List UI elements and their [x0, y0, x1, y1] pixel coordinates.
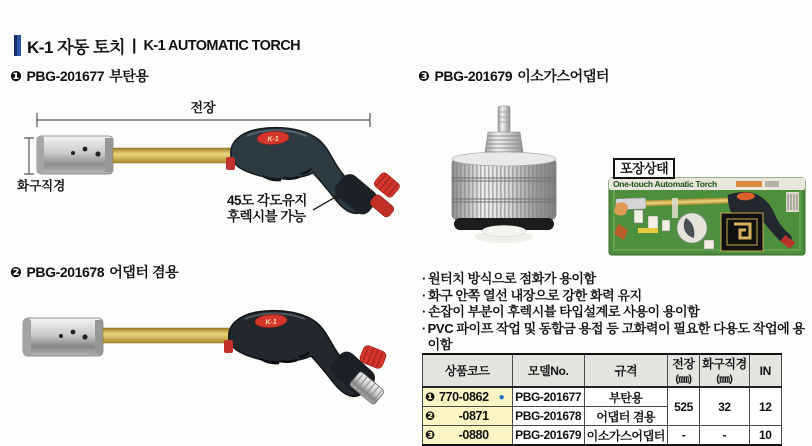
row2-number-icon: ❷ [425, 409, 435, 423]
package-inset-circle [677, 213, 707, 243]
cell-model: PBG-201679 [512, 426, 584, 446]
cell-diameter: 32 [700, 387, 750, 426]
product3-number-icon: ❸ [418, 67, 430, 84]
table-row [423, 387, 782, 407]
package-title-text: One-touch Automatic Torch [613, 179, 717, 189]
product1-name: 부탄용 [109, 68, 149, 84]
flex-note-line1: 45도 각도유지 [227, 193, 307, 208]
col-header-diameter-text: 화구직경 [702, 357, 747, 371]
flex-note-line2: 후렉시블 가능 [227, 209, 306, 224]
torch2-brass-tube [103, 328, 229, 343]
col-header-in: IN [749, 354, 781, 387]
row1-code: 770-0862 [439, 390, 489, 404]
cell-spec: 어댑터 겸용 [584, 407, 667, 426]
torch1-logo-text: K-1 [267, 135, 279, 144]
diameter-dimension-line [24, 138, 34, 174]
col-header-length [668, 354, 700, 387]
page-title-english: K-1 AUTOMATIC TORCH [143, 37, 300, 54]
length-dimension-label: 전장 [190, 100, 216, 115]
spec-table [422, 353, 782, 446]
feature-list [420, 271, 812, 354]
torch2-handle [224, 311, 387, 406]
feature-item [420, 304, 812, 321]
col-header-spec: 규격 [584, 354, 667, 387]
adapter-stem [498, 106, 510, 132]
torch1-figure [15, 96, 400, 231]
diameter-dimension-label: 화구직경 [17, 179, 66, 193]
cell-length: 525 [668, 387, 700, 426]
page-title [14, 33, 300, 58]
product1-number-icon: ❶ [10, 67, 22, 84]
cell-spec: 부탄용 [584, 387, 667, 407]
cell-diameter: - [700, 426, 750, 446]
feature-item [420, 288, 812, 305]
col-header-length-unit: (㎜) [675, 373, 692, 385]
bullet-icon: · [422, 304, 426, 319]
cell-model: PBG-201677 [512, 387, 584, 407]
adapter-base [482, 226, 526, 237]
feature-text: 원터치 방식으로 점화가 용이함 [428, 271, 596, 286]
feature-text: 화구 안쪽 열선 내장으로 강한 화력 유지 [428, 287, 642, 303]
cell-code [423, 426, 513, 446]
package-figure [608, 176, 808, 256]
adapter-body-discs [452, 152, 556, 220]
torch1-burner-head [37, 136, 113, 174]
cell-in: 12 [749, 387, 781, 426]
cell-code [423, 407, 513, 426]
row3-code: -0880 [458, 428, 489, 442]
row3-number-icon: ❸ [425, 428, 435, 442]
adapter-figure [448, 103, 560, 245]
bullet-icon: · [421, 320, 426, 336]
product2-number-icon: ❷ [10, 263, 22, 280]
cell-in: 10 [749, 426, 781, 446]
product3-model: PBG-201679 [434, 68, 513, 84]
torch1-brass-tube [113, 148, 234, 163]
cell-model: PBG-201678 [512, 407, 584, 426]
package-logo-square [721, 213, 763, 251]
product2-label [10, 262, 178, 282]
cell-length: - [668, 426, 700, 446]
length-dimension-line [37, 113, 370, 127]
product3-label [418, 66, 609, 86]
feature-item [420, 271, 812, 288]
bullet-icon: · [422, 271, 426, 286]
table-row [423, 426, 782, 446]
row2-code: -0871 [458, 409, 489, 423]
torch2-figure [15, 293, 410, 438]
product3-name: 이소가스어댑터 [517, 68, 610, 84]
product1-label [10, 66, 149, 86]
torch2-burner-head [23, 318, 103, 356]
col-header-length-text: 전장 [672, 357, 695, 371]
blue-dot-icon: ● [498, 391, 505, 403]
product2-model: PBG-201678 [26, 264, 105, 280]
col-header-code: 상품코드 [423, 354, 513, 387]
feature-text: 손잡이 부분이 후렉시블 타입설계로 사용이 용이함 [428, 304, 700, 319]
feature-item [420, 321, 812, 354]
feature-text: PVC 파이프 작업 및 동합금 용접 등 고화력이 필요한 다용도 작업에 용이함 [427, 320, 805, 352]
product2-name: 어댑터 겸용 [109, 264, 179, 280]
packaging-state-tag: 포장상태 [613, 158, 675, 179]
title-accent-bar [14, 35, 21, 56]
page-title-korean: K-1 자동 토치 [27, 38, 126, 57]
torch2-logo-text: K-1 [265, 318, 277, 327]
table-header-row [423, 354, 782, 387]
col-header-diameter-unit: (㎜) [716, 373, 733, 385]
cell-spec: 이소가스어댑터 [584, 426, 667, 446]
row1-number-icon: ❶ [425, 390, 435, 404]
torch1-trigger-button [226, 157, 235, 170]
product1-model: PBG-201677 [26, 68, 105, 84]
col-header-model: 모델No. [512, 354, 584, 387]
col-header-diameter [700, 354, 750, 387]
cell-code [423, 387, 513, 407]
bullet-icon: · [422, 287, 426, 303]
title-divider: | [132, 36, 137, 54]
torch2-trigger-button [224, 340, 233, 353]
